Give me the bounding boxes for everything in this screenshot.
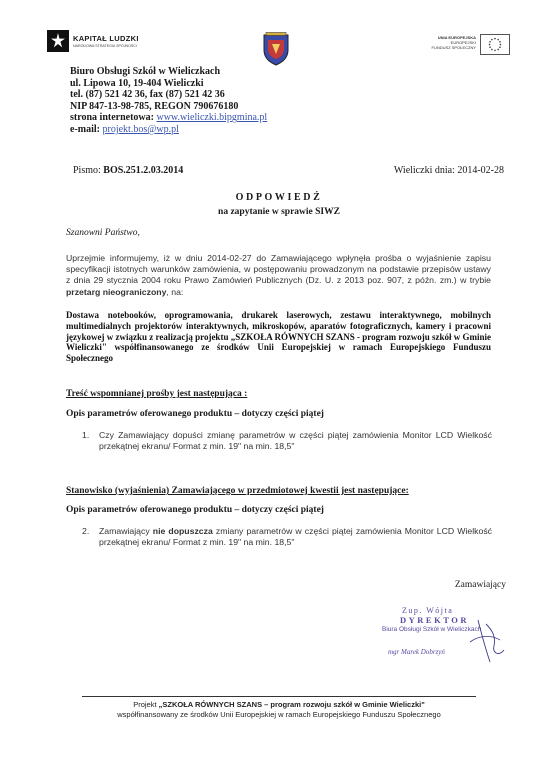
greeting: Szanowni Państwo, xyxy=(66,228,140,238)
letter-reference xyxy=(73,165,183,176)
sender-nip: NIP 847-13-98-785, REGON 790676180 xyxy=(70,100,239,112)
request-heading: Treść wspomnianej prośby jest następująca : xyxy=(66,389,248,399)
answer-item xyxy=(82,526,492,548)
website-link[interactable]: www.wieliczki.bipgmina.pl xyxy=(156,112,268,124)
official-stamp xyxy=(382,606,532,666)
footer-divider xyxy=(82,696,476,697)
footer-prefix: Projekt xyxy=(133,700,159,709)
answer-heading: Stanowisko (wyjaśnienia) Zamawiającego w przedmiotowej kwestii jest następujące: xyxy=(66,486,409,496)
answer-subheading: Opis parametrów oferowanego produktu – dotyczy części piątej xyxy=(66,505,324,515)
reference-label: Pismo: xyxy=(73,165,104,176)
eu-flag-icon xyxy=(480,34,510,55)
footer-funding-line: współfinansowany ze środków Unii Europejskiej w ramach Europejskiego Funduszu Społecznego xyxy=(117,710,441,719)
intro-text-a: Uprzejmie informujemy, iż w dniu 2014-02-27 do Zamawiającego wpłynęła prośba o wyjaśnienie zapisu specyfikacji istotnych warunków zamówienia, w postępowaniu prowadzonym na podstawie przepisów ustawy z dnia 29 stycznia 2004 roku Prawo Zamówień Publicznych (Dz. U. z 2013 poz. 907, z późn. zm.) w trybie xyxy=(66,253,491,286)
item-text xyxy=(82,526,492,548)
sender-name: Biuro Obsługi Szkół w Wieliczkach xyxy=(70,66,221,77)
footer-project-name: „SZKOŁA RÓWNYCH SZANS – program rozwoju szkół w Gminie Wieliczki" xyxy=(158,700,425,709)
stamp-line3: Biura Obsługi Szkół w Wieliczkach xyxy=(382,626,482,633)
eu-social-fund-logo xyxy=(420,34,510,56)
stamp-line1: Zup. Wójta xyxy=(402,606,454,615)
eu-logo-line2: EUROPEJSKI xyxy=(450,40,476,45)
answer-decision: nie dopuszcza xyxy=(152,526,213,536)
stamp-line4: mgr Marek Dobrzyń xyxy=(388,648,445,656)
request-subheading: Opis parametrów oferowanego produktu – dotyczy części piątej xyxy=(66,409,324,419)
email-label: e-mail: xyxy=(70,123,103,135)
item-number: 2. xyxy=(82,526,90,536)
reference-number: BOS.251.2.03.2014 xyxy=(103,165,184,176)
subject-paragraph: Dostawa notebooków, oprogramowania, drukarek laserowych, zestawu interaktywnego, mobilnych multimedialnych projektorów interaktywnych, mikroskopów, aparatów fotograficznych, kamery i pracowni językowej w związku z realizacją projektu „SZKOŁA RÓWNYCH SZANS - program rozwoju szkół w Gminie Wieliczki" współfinansowanego ze środków Unii Europejskiej w ramach Europejskiego Funduszu Społecznego xyxy=(66,310,491,364)
stamp-line2: DYREKTOR xyxy=(400,615,469,625)
kapital-ludzki-subtitle: NARODOWA STRATEGIA SPÓJNOŚCI xyxy=(73,44,137,48)
handwritten-signature-icon xyxy=(382,606,532,666)
letter-subtitle: na zapytanie w sprawie SIWZ xyxy=(218,207,340,217)
eu-logo-line1: UNIA EUROPEJSKA xyxy=(437,35,476,40)
website-label: strona internetowa: xyxy=(70,112,157,124)
item-text: Czy Zamawiający dopuści zmianę parametrów w części piątej zamówienia Monitor LCD Wielkość przekątnej ekranu/ Format z min. 19" na min. 18,5" xyxy=(99,430,492,452)
sender-address: ul. Lipowa 10, 19-404 Wieliczki xyxy=(70,77,204,89)
procedure-type: przetarg nieograniczony xyxy=(66,286,167,297)
sender-block xyxy=(70,66,267,136)
item-number: 1. xyxy=(82,430,90,440)
answer-text-b: zmiany parametrów w części piątej zamówienia Monitor LCD Wielkość przekątnej ekranu/ Format z min. 19" na min. 18,5" xyxy=(99,526,493,548)
kapital-ludzki-emblem-icon xyxy=(47,30,69,52)
footer-project-line xyxy=(0,700,558,709)
request-item xyxy=(82,430,492,452)
kapital-ludzki-title: KAPITAŁ LUDZKI xyxy=(73,34,139,43)
closing-signature-label: Zamawiający xyxy=(454,580,506,590)
sender-website-row xyxy=(70,112,267,124)
sender-phone: tel. (87) 521 42 36, fax (87) 521 42 36 xyxy=(70,89,225,101)
email-link[interactable]: projekt.bos@wp.pl xyxy=(102,123,179,135)
eu-logo-line3: FUNDUSZ SPOŁECZNY xyxy=(431,45,476,50)
answer-text-a: Zamawiający xyxy=(99,526,153,536)
kapital-ludzki-logo xyxy=(47,30,157,62)
letter-title: ODPOWIEDŹ xyxy=(235,192,323,203)
letter-date: Wieliczki dnia: 2014-02-28 xyxy=(393,165,504,176)
intro-paragraph xyxy=(66,253,491,298)
intro-text-b: , na: xyxy=(166,286,184,297)
municipal-crest-icon xyxy=(262,32,290,66)
sender-email-row xyxy=(70,124,267,136)
